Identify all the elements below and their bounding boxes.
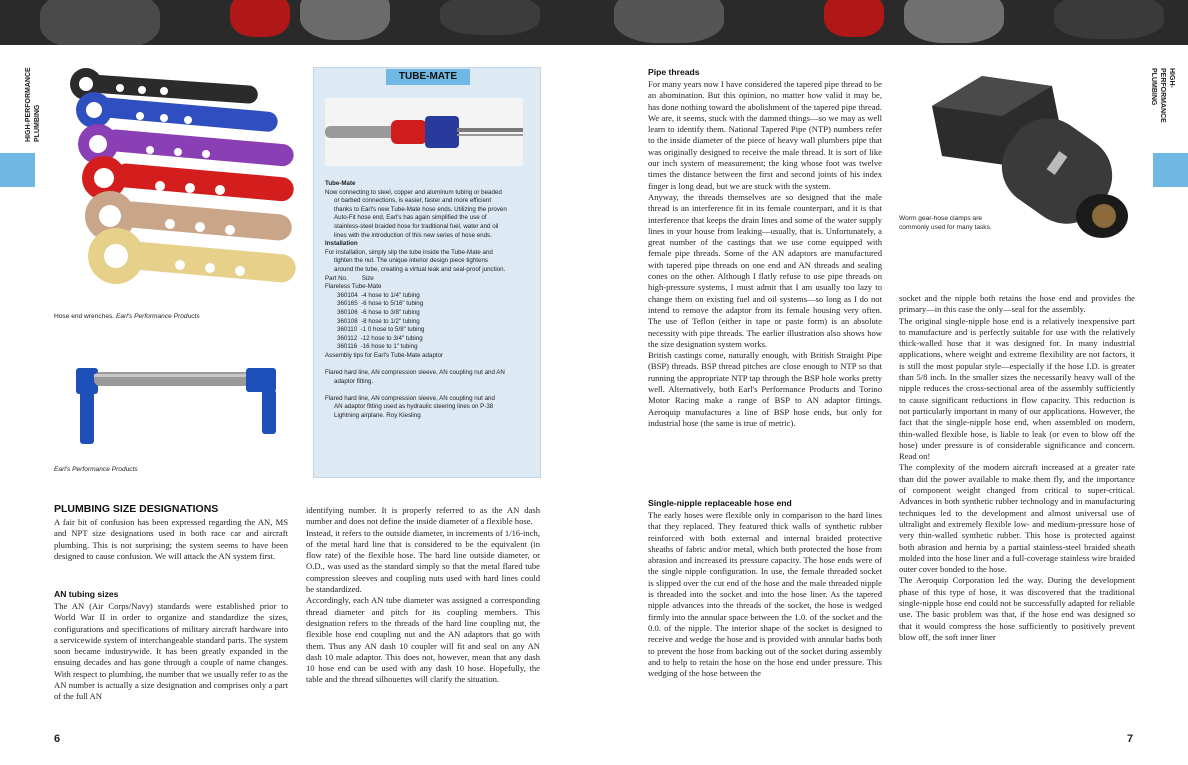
hose-end-wrenches-photo	[60, 66, 300, 306]
top-banner-left	[0, 0, 594, 45]
column-4-text: socket and the nipple both retains the hose end and provides the primary—in this case the only—seal for the assembly. The original single-nipple hose end is a relatively inexpensive part to manufacture and is perfectly suitable for use with the relatively thick-walled hose that it was designed for. In many industrial applications, where weight and extreme flexibility are not factors, it is still the most popular style—especially if the hose I.D. is greater than 5/8 inch. In the smaller sizes the necessarily heavy wall of the nipple reduces the cross-sectional area of the assembly sufficiently to cause significant reductions in flow capacity. This reduction is not particularly important in many of our applications. However, the fact that the single-nipple hose end, when assembled on modern, thin-walled flexible hose, is liable to leak (or even to blow off the hose) under pressure is of considerable significance and concern. Read on! The complexity of the modern aircraft increased at a greater rate than did the power available to make them fly, and the importance of component weight changed from critical to super-critical. Advances in both synthetic rubber technology and in manufacturing techniques led to the development and almost universal use of ultralight and extremely flexible low- and medium-pressure hose of very thin-walled synthetic rubber. This hose is protected against both abrasion and hernia by a partial stainless-steel braided sheath molded into the hose liner and a full-coverage stainless wire braided outer cover bonded to the hose. The Aeroquip Corporation led the way. During the development phase of this type of hose, it was discovered that the traditional single-nipple hose end could not be successfully adapted for reliable use. The basic problem was that, if the hose end was designed so that it would compress the hose sufficiently to positively prevent blow off, the soft inner liner	[899, 293, 1135, 642]
side-tab-left	[0, 153, 35, 187]
caption-wrenches: Hose end wrenches. Earl's Performance Products	[54, 313, 200, 320]
page-number-right: 7	[1127, 733, 1134, 745]
braided-hose-fitting-photo	[66, 356, 296, 456]
part-row: 360104 -4 hose to 1/4" tubing	[337, 291, 420, 299]
tubemate-title: TUBE-MATE	[386, 69, 470, 85]
single-nipple-text: The early hoses were flexible only in comparison to the hard lines that they replaced. They featured thick walls of synthetic rubber reinforced with both external and internal braided protective sheaths of fabric and/or metal, which both protected the hose from abrasion and increased its pressure capacity. The hose ends were of the single nipple configuration. In use, the female threaded socket is slipped over the cut end of the hose and the male threaded nipple is threaded into the socket and into the hose liner. As the tapered nipple advances into the threads of the socket, the hose is wedged firmly into the annular space between the 1.0. of the socket and the 0.0. of the nipple. The interior shape of the socket is designed to receive and wedge the hose and is provided with annular barbs both to prevent the hose from backing out of the socket during assembly and to help to retain the hose on the hose end under pressure. This wedging of the hose between the	[648, 510, 882, 679]
side-tab-right	[1153, 153, 1188, 187]
caption-fitting: Earl's Performance Products	[54, 466, 138, 473]
part-row: 360108 -8 hose to 1/2" tubing	[337, 317, 420, 325]
pipe-threads-text: For many years now I have considered the tapered pipe thread to be an abomination. But this opinion, no matter how valid it may be, has done nothing toward the abolishment of the tapered pipe thread. We are, it seems, stuck with the damned things—so we may as well learn to identify them. National Tapered Pipe (NTP) numbers refer to the inside diameter of the piece of heavy wall plumbers pipe that was originally designed to receive the male thread. It is sort of like our inch system of measurement; the king whose foot was twelve times the distance between the first and second joints of his index finger is long dead, but we are stuck with the system. Anyway, the threads themselves are so designed that the male thread is an interference fit in its female counterpart, and it is that interference that keeps the drain lines and some of the water supply lines in your house from leaking—usually, that is. Unfortunately, a great number of the castings that we use come equipped with female pipe threads. Some of the AN adaptors are manufactured with tapered pipe threads on one end and AN threads and sealing cones on the other. Although I flatly refuse to use pipe threads on high-pressure systems, I must admit that I am usually too lazy to change them on existing fuel and oil systems—so long as I do not intend to remove the adaptor from its female housing very often. The use of Teflon (either in tape or paste form) is an absolute necessity with pipe threads. The earlier illustration also shows how the size designation system works. British castings come, naturally enough, with British Straight Pipe (BSP) threads. BSP thread pitches are close enough to NTP so that running the appropriate NTP tap through the BSP hole works pretty well. Alternatively, both Earl's Performance Products and Torino Motor Racing make a range of BSP to AN adaptor fittings. Aeroquip manufactures a line of BSP hose ends, but only for industrial hose (the same is true of metric).	[648, 79, 882, 428]
heading-pipe-threads: Pipe threads	[648, 67, 700, 77]
heading-plumbing-size: PLUMBING SIZE DESIGNATIONS	[54, 503, 219, 515]
side-label-left: HIGH-PERFORMANCE PLUMBING	[25, 67, 41, 142]
tubemate-sidebar	[313, 67, 541, 478]
tubemate-product-photo	[325, 98, 523, 166]
hose-clamp-photo	[912, 66, 1152, 286]
top-banner-right	[594, 0, 1188, 45]
page-number-left: 6	[54, 733, 61, 745]
heading-single-nipple: Single-nipple replaceable hose end	[648, 498, 792, 508]
part-row: 360106 -6 hose to 3/8" tubing	[337, 308, 420, 316]
part-row: 360165 -6 hose to 5/16" tubing	[337, 300, 424, 308]
side-label-right: HIGH-PERFORMANCE PLUMBING	[1150, 68, 1175, 123]
heading-an-tubing: AN tubing sizes	[54, 589, 119, 599]
part-row: 360116 -16 hose to 1" tubing	[337, 343, 418, 351]
column-2-text: identifying number. It is properly referred to as the AN dash number and does not define the inside diameter of a flexible hose. Instead, it refers to the outside diameter, in increments of 1/16-inch, of the metal hard line that is considered to be the equivalent (in flow rate) of the flexible hose. The hard line outside diameter, or O.D., was used as the standard simply so that the metal flared tube compression sleeves and coupling nuts used with hard lines could be standardized. Accordingly, each AN tube diameter was assigned a corresponding thread diameter and pitch for its coupling members. This designation refers to the threads of the hard line coupling nut, the flexible hose end coupling nut and the AN adaptors that go with them. Thus any AN dash 10 coupler will fit and seal on any AN dash 10 male adaptor. This does not, however, mean that any dash 10 hose end can be used with any dash 10 hose. Hopefully, the table and the thread silhouettes will clarify the situation.	[306, 505, 540, 685]
caption-clamp: Worm gear-hose clamps are commonly used for many tasks.	[899, 215, 992, 231]
intro-paragraph: A fair bit of confusion has been expressed regarding the AN, MS and NPT size designations used in both race car and aircraft plumbing. This is not surprising; the system seems to have been designed to cause confusion. We will attack the AN system first.	[54, 517, 288, 561]
tubemate-text: Tube-Mate Now connecting to steel, copper and aluminum tubing or beaded or barbed connections, is easier, faster and more efficient thanks to Earl's new Tube-Mate hose ends. Utilizing the proven Auto-Fit hose end, Earl's has again simplified the use of stainless-steel braided hose for traditional fuel, water and oil lines with the introduction of this new series of hose ends. Installation For installation, simply slip the tube inside the Tube-Mate and tighten the nut. The unique interior design piece tightens around the tube, creating a virtual leak and seal-proof junction. Part No. Size Flareless Tube-Mate 360104 -4 hose to 1/4" tubing 360165 -6 hose to 5/16" tubing 360106 -6 hose to 3/8" tubing 360108 -8 hose to 1/2" tubing 360110 -1 0 hose to 5/8" tubing 360112 -12 hose to 3/4" tubing 360116 -16 hose to 1" tubing Assembly tips for Earl's Tube-Mate adaptor Flared hard line, AN compression sleeve, AN coupling nut and AN adaptor fitting. Flared hard line, AN compression sleeve, AN coupling nut and AN adaptor fitting used as hydraulic steering lines on P-38 Lightning airplane. Roy Kiesling	[325, 180, 531, 421]
an-tubing-paragraph: The AN (Air Corps/Navy) standards were established prior to World War II in order to organize and standardize the sizes, configurations and specifications of military aircraft hardware into a servicewide system of interchangeable standard parts. The system soon became industrywide. It has been greatly expanded in the ensuing decades and has gone through a couple of name changes. With respect to plumbing, the number that we usually refer to as the AN number is actually a size designation and comprises only a part of the full AN	[54, 601, 288, 702]
part-row: 360110 -1 0 hose to 5/8" tubing	[337, 326, 425, 334]
part-row: 360112 -12 hose to 3/4" tubing	[337, 334, 423, 342]
